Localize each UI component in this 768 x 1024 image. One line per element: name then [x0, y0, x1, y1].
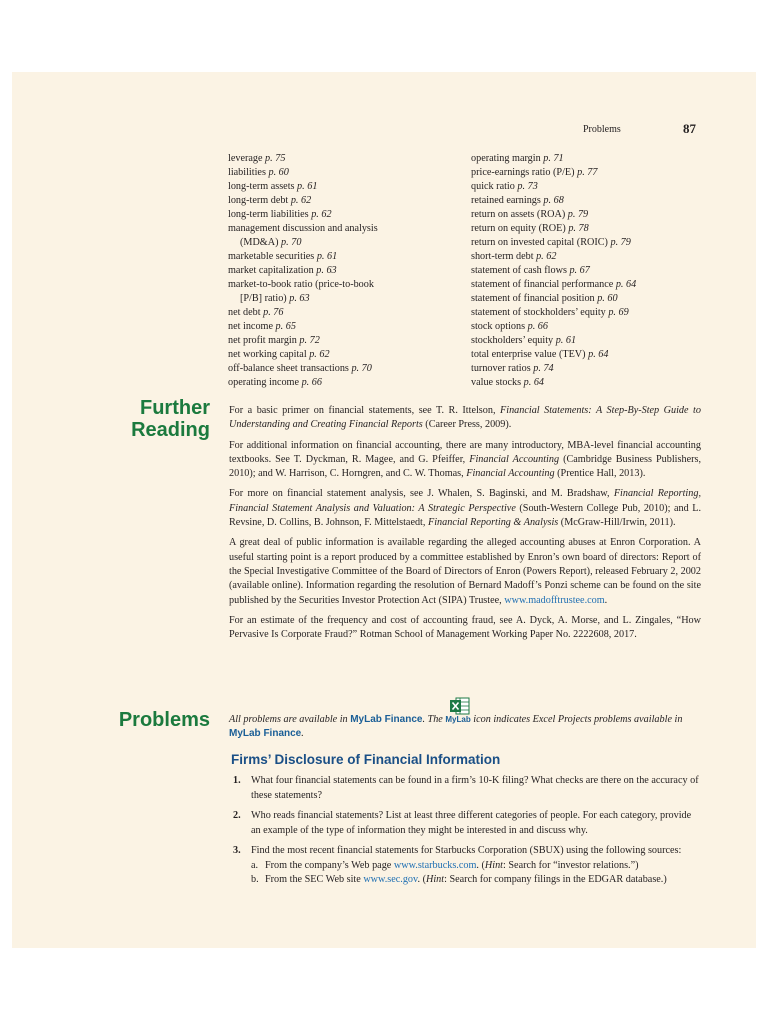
page-number: 87 [683, 121, 696, 136]
key-term: long-term debt p. 62 [228, 195, 312, 206]
key-term: return on assets (ROA) p. 79 [471, 209, 589, 220]
key-terms-left-column [228, 152, 468, 390]
key-term: value stocks p. 64 [471, 377, 544, 388]
problems-subheading: Firms’ Disclosure of Financial Information [231, 752, 501, 767]
key-term: stockholders’ equity p. 61 [471, 335, 577, 346]
key-term: management discussion and analysis [228, 223, 378, 234]
key-term: turnover ratios p. 74 [471, 363, 554, 374]
problem-subitem: a. From the company’s Web page www.starbucks.com. (Hint: Search for “investor relations.”) [251, 859, 639, 871]
problems-heading: Problems [118, 709, 210, 731]
key-term: long-term liabilities p. 62 [228, 209, 332, 220]
key-term: (MD&A) p. 70 [240, 237, 302, 248]
key-term: stock options p. 66 [471, 321, 548, 332]
mylab-logo: MyLab [445, 715, 471, 724]
key-term: price-earnings ratio (P/E) p. 77 [471, 167, 598, 178]
key-terms-right-column [471, 152, 711, 390]
reading-paragraph: A great deal of public information is available regarding the alleged accounting abuses at Enron Corporation. A useful starting point is a report produced by a committee established by Enron’s own board of directors: Report of the Special Investigative Committee of the Board of Directors of Enron (Powers Report), released February 2, 2002 (available online). Information regarding the resolution of Bernard Madoff’s Ponzi scheme can be found on the site published by the Securities Investor Protection Act (SIPA) Trustee, www.madofftrustee.com. [229, 537, 701, 606]
key-term: [P/B] ratio) p. 63 [240, 293, 310, 304]
problem-subitem: b. From the SEC Web site www.sec.gov. (Hint: Search for company filings in the EDGAR database.) [251, 874, 667, 885]
key-term: marketable securities p. 61 [228, 251, 338, 262]
book-page [12, 72, 756, 948]
further-reading-body [229, 404, 701, 648]
key-term: short-term debt p. 62 [471, 251, 557, 262]
problem-list [229, 774, 701, 894]
key-term: net profit margin p. 72 [228, 335, 320, 346]
key-term: leverage p. 75 [228, 153, 286, 164]
reading-paragraph: For an estimate of the frequency and cost of accounting fraud, see A. Dyck, A. Morse, and L. Zingales, “How Pervasive Is Corporate Fraud?” Rotman School of Management Working Paper No. 2222608, 2017. [229, 614, 701, 641]
key-term: operating margin p. 71 [471, 153, 564, 164]
key-term: net working capital p. 62 [228, 349, 330, 360]
key-term: total enterprise value (TEV) p. 64 [471, 349, 609, 360]
problem-item: 3. Find the most recent financial statements for Starbucks Corporation (SBUX) using the following sources: a. From the company’s Web page www.starbucks.com. (Hint: Search for “investor relations.”) b. From the SEC Web site www.sec.gov. (Hint: Search for company filings in the EDGAR database.) [229, 844, 701, 888]
key-term: return on equity (ROE) p. 78 [471, 223, 589, 234]
key-term: off-balance sheet transactions p. 70 [228, 363, 372, 374]
reading-paragraph: For a basic primer on financial statements, see T. R. Ittelson, Financial Statements: A Step-By-Step Guide to Understanding and Creating Financial Reports (Career Press, 2009). [229, 405, 701, 431]
key-term: retained earnings p. 68 [471, 195, 564, 206]
key-term: liabilities p. 60 [228, 167, 289, 178]
key-term: market-to-book ratio (price-to-book [228, 279, 374, 290]
reading-paragraph: For more on financial statement analysis, see J. Whalen, S. Baginski, and M. Bradshaw, Financial Reporting, Financial Statement Analysis and Valuation: A Strategic Perspective (South-Western College Pub, 2010); and L. Revsine, D. Collins, B. Johnson, F. Mittelstaedt, Financial Reporting & Analysis (McGraw-Hill/Irwin, 2011). [229, 488, 702, 529]
problem-item: 2. Who reads financial statements? List at least three different categories of people. For each category, provide an example of the type of information they might be interested in and discuss why. [233, 810, 692, 836]
problem-item: 1. What four financial statements can be found in a firm’s 10-K filing? What checks are there on the accuracy of these statements? [233, 775, 699, 801]
key-term: operating income p. 66 [228, 377, 322, 388]
key-term: market capitalization p. 63 [228, 265, 337, 276]
key-term: long-term assets p. 61 [228, 181, 318, 192]
key-term: quick ratio p. 73 [471, 181, 538, 192]
running-title: Problems [583, 124, 621, 135]
starbucks-link[interactable]: www.starbucks.com [393, 859, 477, 871]
sec-link[interactable]: www.sec.gov [363, 874, 418, 885]
problems-availability-note: All problems are available in MyLab Finance. The MyLab icon indicates Excel Projects problems available in MyLab Finance. [229, 714, 683, 739]
key-term: net income p. 65 [228, 321, 296, 332]
key-term: statement of financial position p. 60 [471, 293, 618, 304]
key-term: net debt p. 76 [228, 307, 284, 318]
key-term: statement of stockholders’ equity p. 69 [471, 307, 629, 318]
madofftrustee-link[interactable]: www.madofftrustee.com [504, 594, 605, 606]
reading-paragraph: For additional information on financial accounting, there are many introductory, MBA-level financial accounting textbooks. See T. Dyckman, R. Magee, and G. Pfeiffer, Financial Accounting (Cambridge Business Publishers, 2010); and W. Harrison, C. Horngren, and C. W. Thomas, Financial Accounting (Prentice Hall, 2013). [229, 439, 701, 480]
key-term: statement of financial performance p. 64 [471, 279, 637, 290]
key-term: return on invested capital (ROIC) p. 79 [471, 237, 631, 248]
further-reading-heading: Further Reading [131, 397, 210, 441]
key-term: statement of cash flows p. 67 [471, 265, 590, 276]
